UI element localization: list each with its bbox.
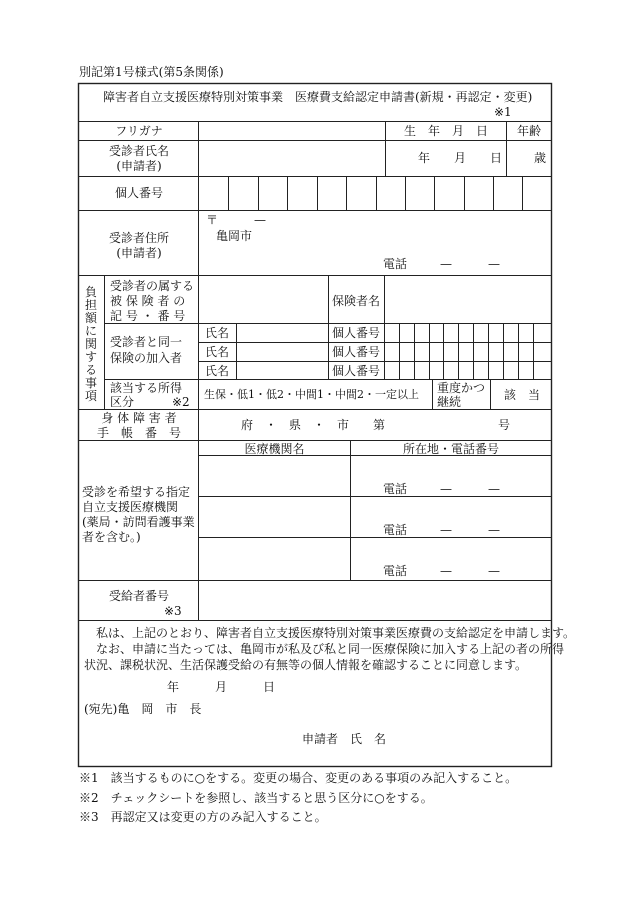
facility-2-name-field[interactable]	[200, 498, 349, 536]
facility-label-line-4: 者を含む。)	[82, 530, 141, 544]
declaration-line-1: 私は、上記のとおり、障害者自立支援医療特別対策事業医療費の支給認定を申請します。	[96, 626, 576, 640]
birth-date-field[interactable]: 年 月 日	[418, 151, 503, 165]
address-phone-field[interactable]: — —	[440, 257, 501, 271]
personal-number-field[interactable]	[200, 178, 550, 209]
age-label: 年齢	[516, 124, 541, 138]
member-2-number-label: 個人番号	[332, 345, 381, 359]
age-unit: 歳	[534, 151, 547, 165]
addressee: (宛先)亀 岡 市 長	[84, 702, 202, 716]
facility-3-phone-field[interactable]: — —	[440, 564, 501, 578]
handbook-label-line-2: 手 帳 番 号	[96, 426, 181, 440]
handbook-suffix: 号	[498, 418, 511, 432]
facility-2-phone-label: 電話	[383, 523, 408, 537]
postal-code-field[interactable]: 〒 —	[206, 213, 267, 227]
applicant-signature-label: 申請者 氏 名	[302, 732, 387, 746]
handbook-label-line-1: 身 体 障 害 者	[101, 411, 177, 425]
burden-section-label: 負担額に関する事項	[84, 285, 97, 403]
income-label-line-2: 区分	[110, 395, 135, 409]
furigana-field[interactable]	[200, 123, 384, 139]
insured-label-line-2: 被 保 険 者 の	[110, 294, 186, 308]
income-label-line-1: 該当する所得	[110, 381, 183, 395]
member-3-number-label: 個人番号	[332, 364, 381, 378]
note-2: ※2 チェックシートを参照し、該当すると思う区分に○をする。	[79, 791, 433, 805]
facility-1-phone-field[interactable]: — —	[440, 482, 501, 496]
member-3-name-label: 氏名	[205, 364, 230, 378]
severe-label-line-2: 継続	[437, 395, 462, 409]
handbook-number-field[interactable]: 府 ・ 県 ・ 市 第	[241, 418, 386, 432]
income-note-mark: ※2	[172, 395, 190, 409]
insured-label-line-1: 受診者の属する	[110, 279, 195, 293]
member-1-number-label: 個人番号	[332, 326, 381, 340]
form-title: 障害者自立支援医療特別対策事業 医療費支給認定申請書(新規・再認定・変更)	[103, 90, 533, 104]
insurer-name-label: 保険者名	[332, 294, 381, 308]
declaration-line-3: 状況、課税状況、生活保護受給の有無等の個人情報を確認することに同意します。	[84, 658, 528, 672]
member-2-name-label: 氏名	[205, 345, 230, 359]
note-3: ※3 再認定又は変更の方のみ記入すること。	[79, 810, 327, 824]
facility-3-name-field[interactable]	[200, 539, 349, 579]
insured-number-field[interactable]	[200, 277, 327, 322]
facility-label-line-1: 受診を希望する指定	[82, 485, 191, 499]
severe-label-line-1: 重度かつ	[437, 381, 486, 395]
facility-3-phone-label: 電話	[383, 564, 408, 578]
facility-2-phone-field[interactable]: — —	[440, 523, 501, 537]
member-1-name-label: 氏名	[205, 326, 230, 340]
recipient-number-label: 受給者番号	[108, 589, 169, 603]
personal-number-label: 個人番号	[114, 186, 163, 200]
declaration-line-2: なお、申請に当たっては、亀岡市が私及び私と同一医療保険に加入する上記の者の所得	[96, 642, 565, 656]
facility-name-header: 医療機関名	[244, 442, 305, 456]
recipient-number-field[interactable]	[200, 582, 550, 619]
same-insurance-line-1: 受診者と同一	[110, 335, 183, 349]
form-number-label: 別記第1号様式(第5条関係)	[79, 65, 224, 79]
insurer-name-field[interactable]	[386, 277, 550, 322]
address-label: 受診者住所	[108, 231, 169, 245]
facility-label-line-3: (薬局・訪問看護事業	[82, 515, 195, 529]
recipient-note-mark: ※3	[164, 604, 182, 618]
address-sub-label: (申請者)	[116, 246, 162, 260]
applicant-signature-field[interactable]	[400, 728, 540, 746]
address-phone-label: 電話	[383, 257, 408, 271]
facility-1-name-field[interactable]	[200, 457, 349, 495]
severe-applicable-option[interactable]: 該 当	[504, 388, 541, 402]
title-note-mark: ※1	[494, 105, 512, 119]
application-date-field[interactable]: 年 月 日	[167, 680, 276, 694]
note-1: ※1 該当するものに○をする。変更の場合、変更のある事項のみ記入すること。	[79, 771, 518, 785]
birth-date-label: 生 年 月 日	[403, 124, 488, 138]
city-name: 亀岡市	[216, 229, 253, 243]
facility-label-line-2: 自立支援医療機関	[82, 500, 179, 514]
facility-address-header: 所在地・電話番号	[402, 442, 499, 456]
applicant-name-label: 受診者氏名	[108, 144, 169, 158]
furigana-label: フリガナ	[115, 124, 163, 138]
applicant-name-field[interactable]	[200, 142, 384, 175]
facility-1-phone-label: 電話	[383, 482, 408, 496]
same-insurance-line-2: 保険の加入者	[110, 351, 183, 365]
insured-label-line-3: 記 号 ・ 番 号	[110, 309, 186, 323]
applicant-sub-label: (申請者)	[116, 159, 162, 173]
income-category-options[interactable]: 生保・低1・低2・中間1・中間2・一定以上	[204, 388, 419, 401]
